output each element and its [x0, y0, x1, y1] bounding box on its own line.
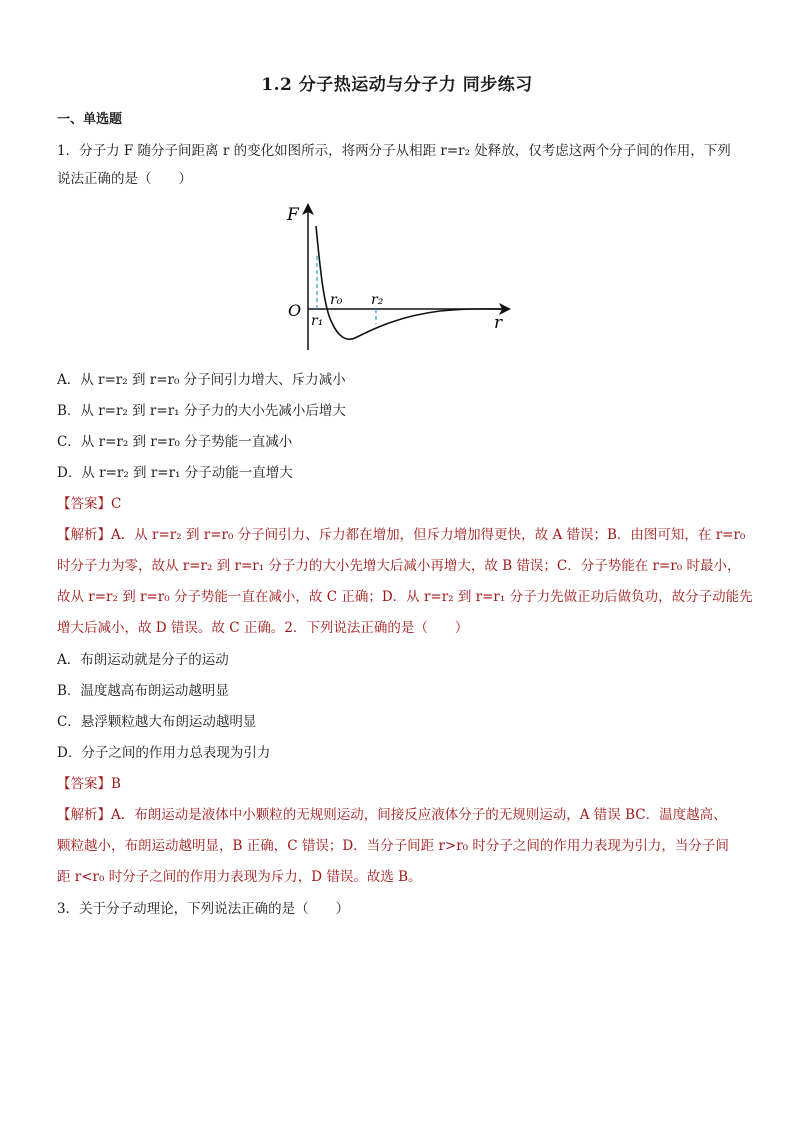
question-3-text: 3．关于分子动理论，下列说法正确的是（ ）: [57, 901, 350, 917]
q1-analysis-line: 增大后减小，故 D 错误。故 C 正确。2．下列说法正确的是（ ）: [57, 620, 469, 636]
q1-analysis-line: 故从 r=r₂ 到 r=r₀ 分子势能一直在减小，故 C 正确；D．从 r=r₂ 到 r=r₁ 分子力先做正功后做负功，故分子动能先: [57, 589, 753, 605]
force-distance-graph: [280, 198, 520, 358]
q2-answer: 【答案】B: [57, 776, 121, 792]
q1-analysis-line: 【解析】A．从 r=r₂ 到 r=r₀ 分子间引力、斥力都在增加，但斥力增加得更快，故 A 错误；B．由图可知，在 r=r₀: [57, 527, 746, 543]
question-1-text: 1．分子力 F 随分子间距离 r 的变化如图所示，将两分子从相距 r=r₂ 处释放，仅考虑这两个分子间的作用，下列: [57, 143, 731, 159]
q1-option-d: D．从 r=r₂ 到 r=r₁ 分子动能一直增大: [57, 465, 293, 481]
r0-label: r₀: [330, 292, 343, 308]
q1-analysis-line: 时分子力为零，故从 r=r₂ 到 r=r₁ 分子力的大小先增大后减小再增大，故 B 错误；C．分子势能在 r=r₀ 时最小，: [57, 558, 741, 574]
y-axis-label: F: [287, 205, 299, 225]
q2-option-b: B．温度越高布朗运动越明显: [57, 683, 229, 699]
q2-option-a: A．布朗运动就是分子的运动: [57, 652, 229, 668]
origin-label: O: [288, 301, 302, 320]
x-axis-label: r: [494, 313, 503, 333]
q2-option-d: D．分子之间的作用力总表现为引力: [57, 745, 271, 761]
section-heading: 一、单选题: [57, 112, 123, 127]
q2-option-c: C．悬浮颗粒越大布朗运动越明显: [57, 714, 257, 730]
q1-option-a: A．从 r=r₂ 到 r=r₀ 分子间引力增大、斥力减小: [57, 372, 346, 388]
q2-analysis-line: 距 r<r₀ 时分子之间的作用力表现为斥力，D 错误。故选 B。: [57, 869, 422, 885]
document-title: 1.2 分子热运动与分子力 同步练习: [261, 75, 533, 95]
q2-analysis-line: 颗粒越小，布朗运动越明显，B 正确，C 错误；D．当分子间距 r>r₀ 时分子之间的作用力表现为引力，当分子间: [57, 838, 729, 854]
r1-label: r₁: [311, 313, 324, 329]
q1-option-b: B．从 r=r₂ 到 r=r₁ 分子力的大小先减小后增大: [57, 403, 346, 419]
q1-answer: 【答案】C: [57, 496, 122, 512]
force-curve: [316, 226, 502, 339]
q2-analysis-line: 【解析】A．布朗运动是液体中小颗粒的无规则运动，间接反应液体分子的无规则运动，A 错误 BC．温度越高、: [57, 807, 727, 823]
r2-label: r₂: [371, 292, 384, 308]
question-1-text-cont: 说法正确的是（ ）: [57, 171, 192, 187]
q1-option-c: C．从 r=r₂ 到 r=r₀ 分子势能一直减小: [57, 434, 293, 450]
